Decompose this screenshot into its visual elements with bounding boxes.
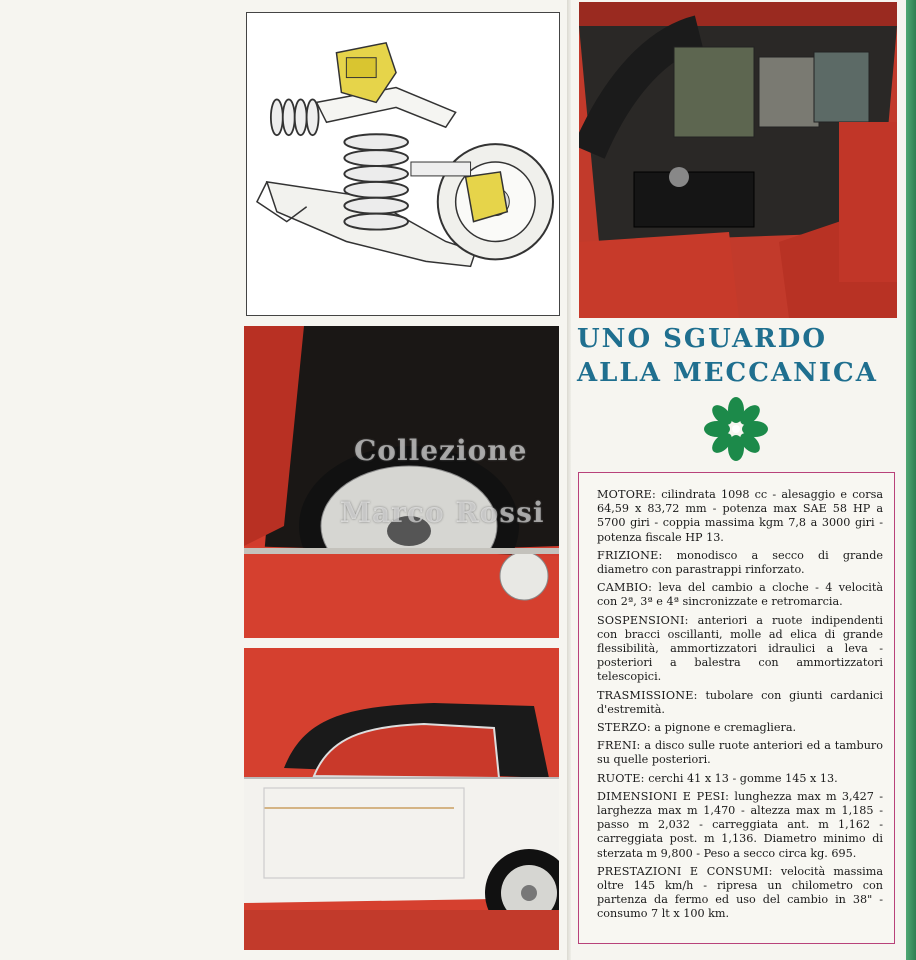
page-fold xyxy=(567,0,571,960)
spec-key: FRENI: xyxy=(597,739,641,753)
spec-item xyxy=(597,772,883,786)
spec-key: PRESTAZIONI E CONSUMI: xyxy=(597,864,773,878)
watermark-line2: Marco Rossi xyxy=(340,496,545,529)
spec-text: a disco sulle ruote anteriori ed a tamburo su quelle posteriori. xyxy=(597,739,883,767)
suspension-diagram xyxy=(246,12,560,316)
spec-item xyxy=(597,739,883,767)
engine-photo-illustration xyxy=(579,2,897,318)
spec-text: monodisco a secco di grande diametro con parastrappi rinforzato. xyxy=(597,548,883,577)
spec-key: MOTORE: xyxy=(597,488,657,501)
engine-bay-photo xyxy=(579,2,897,318)
spec-key: FRIZIONE: xyxy=(597,548,663,562)
spec-list xyxy=(579,473,894,932)
spec-text: lunghezza max m 3,427 - larghezza max m 1,470 - altezza max m 1,185 - passo m 2,032 - carreggiata ant. m 1,162 - carreggiata post. m 1,136. Diametro minimo di sterzata m 9,800 - Peso a secco circa kg. 695. xyxy=(597,789,883,860)
spec-key: RUOTE: xyxy=(597,771,645,785)
spec-item xyxy=(597,790,883,861)
spec-text: cilindrata 1098 cc - alesaggio e corsa 64,59 x 83,72 mm - potenza max SAE 58 HP a 5700 giri - coppia massima kgm 7,8 a 3000 giri - potenza fiscale HP 13. xyxy=(597,488,884,544)
spec-text: anteriori a ruote indipendenti con bracci oscillanti, molle ad elica di grande flessibilità, ammortizzatori idraulici a leva - posteriori a balestra con ammortizzatori telescopici. xyxy=(597,613,883,684)
suspension-illustration xyxy=(247,13,559,315)
spec-text: velocità massima oltre 145 km/h - ripresa un chilometro con partenza da fermo ed uso del cambio in 38" - consumo 7 lt x 100 km. xyxy=(597,864,883,921)
spec-text: a pignone e cremagliera. xyxy=(654,721,797,735)
trunk-photo-illustration xyxy=(244,326,559,638)
spec-item xyxy=(597,549,883,577)
spec-key: DIMENSIONI E PESI: xyxy=(597,789,730,803)
technical-specs-box xyxy=(578,472,895,944)
spec-item xyxy=(597,865,883,922)
section-heading-line1: UNO SGUARDO xyxy=(577,324,827,354)
spec-key: TRASMISSIONE: xyxy=(597,688,698,702)
spec-item xyxy=(597,581,883,609)
section-heading-line2: ALLA MECCANICA xyxy=(577,358,878,388)
spec-key: SOSPENSIONI: xyxy=(597,613,689,627)
spec-text: leva del cambio a cloche - 4 velocità con 2ª, 3ª e 4ª sincronizzate e retromarcia. xyxy=(597,581,883,609)
spec-text: cerchi 41 x 13 - gomme 145 x 13. xyxy=(648,771,838,785)
watermark-line1: Collezione xyxy=(354,434,528,467)
spec-item xyxy=(597,689,883,717)
next-page-edge xyxy=(906,0,916,960)
spec-item xyxy=(597,721,883,735)
spec-key: STERZO: xyxy=(597,721,651,735)
four-leaf-clover-icon xyxy=(703,396,769,462)
spec-item xyxy=(597,488,883,545)
car-photo-illustration xyxy=(244,648,559,950)
trunk-spare-wheel-photo xyxy=(244,326,559,638)
spec-text: tubolare con giunti cardanici d'estremità. xyxy=(597,688,884,716)
car-side-photo xyxy=(244,648,559,950)
spec-key: CAMBIO: xyxy=(597,581,653,595)
spec-item xyxy=(597,614,883,685)
